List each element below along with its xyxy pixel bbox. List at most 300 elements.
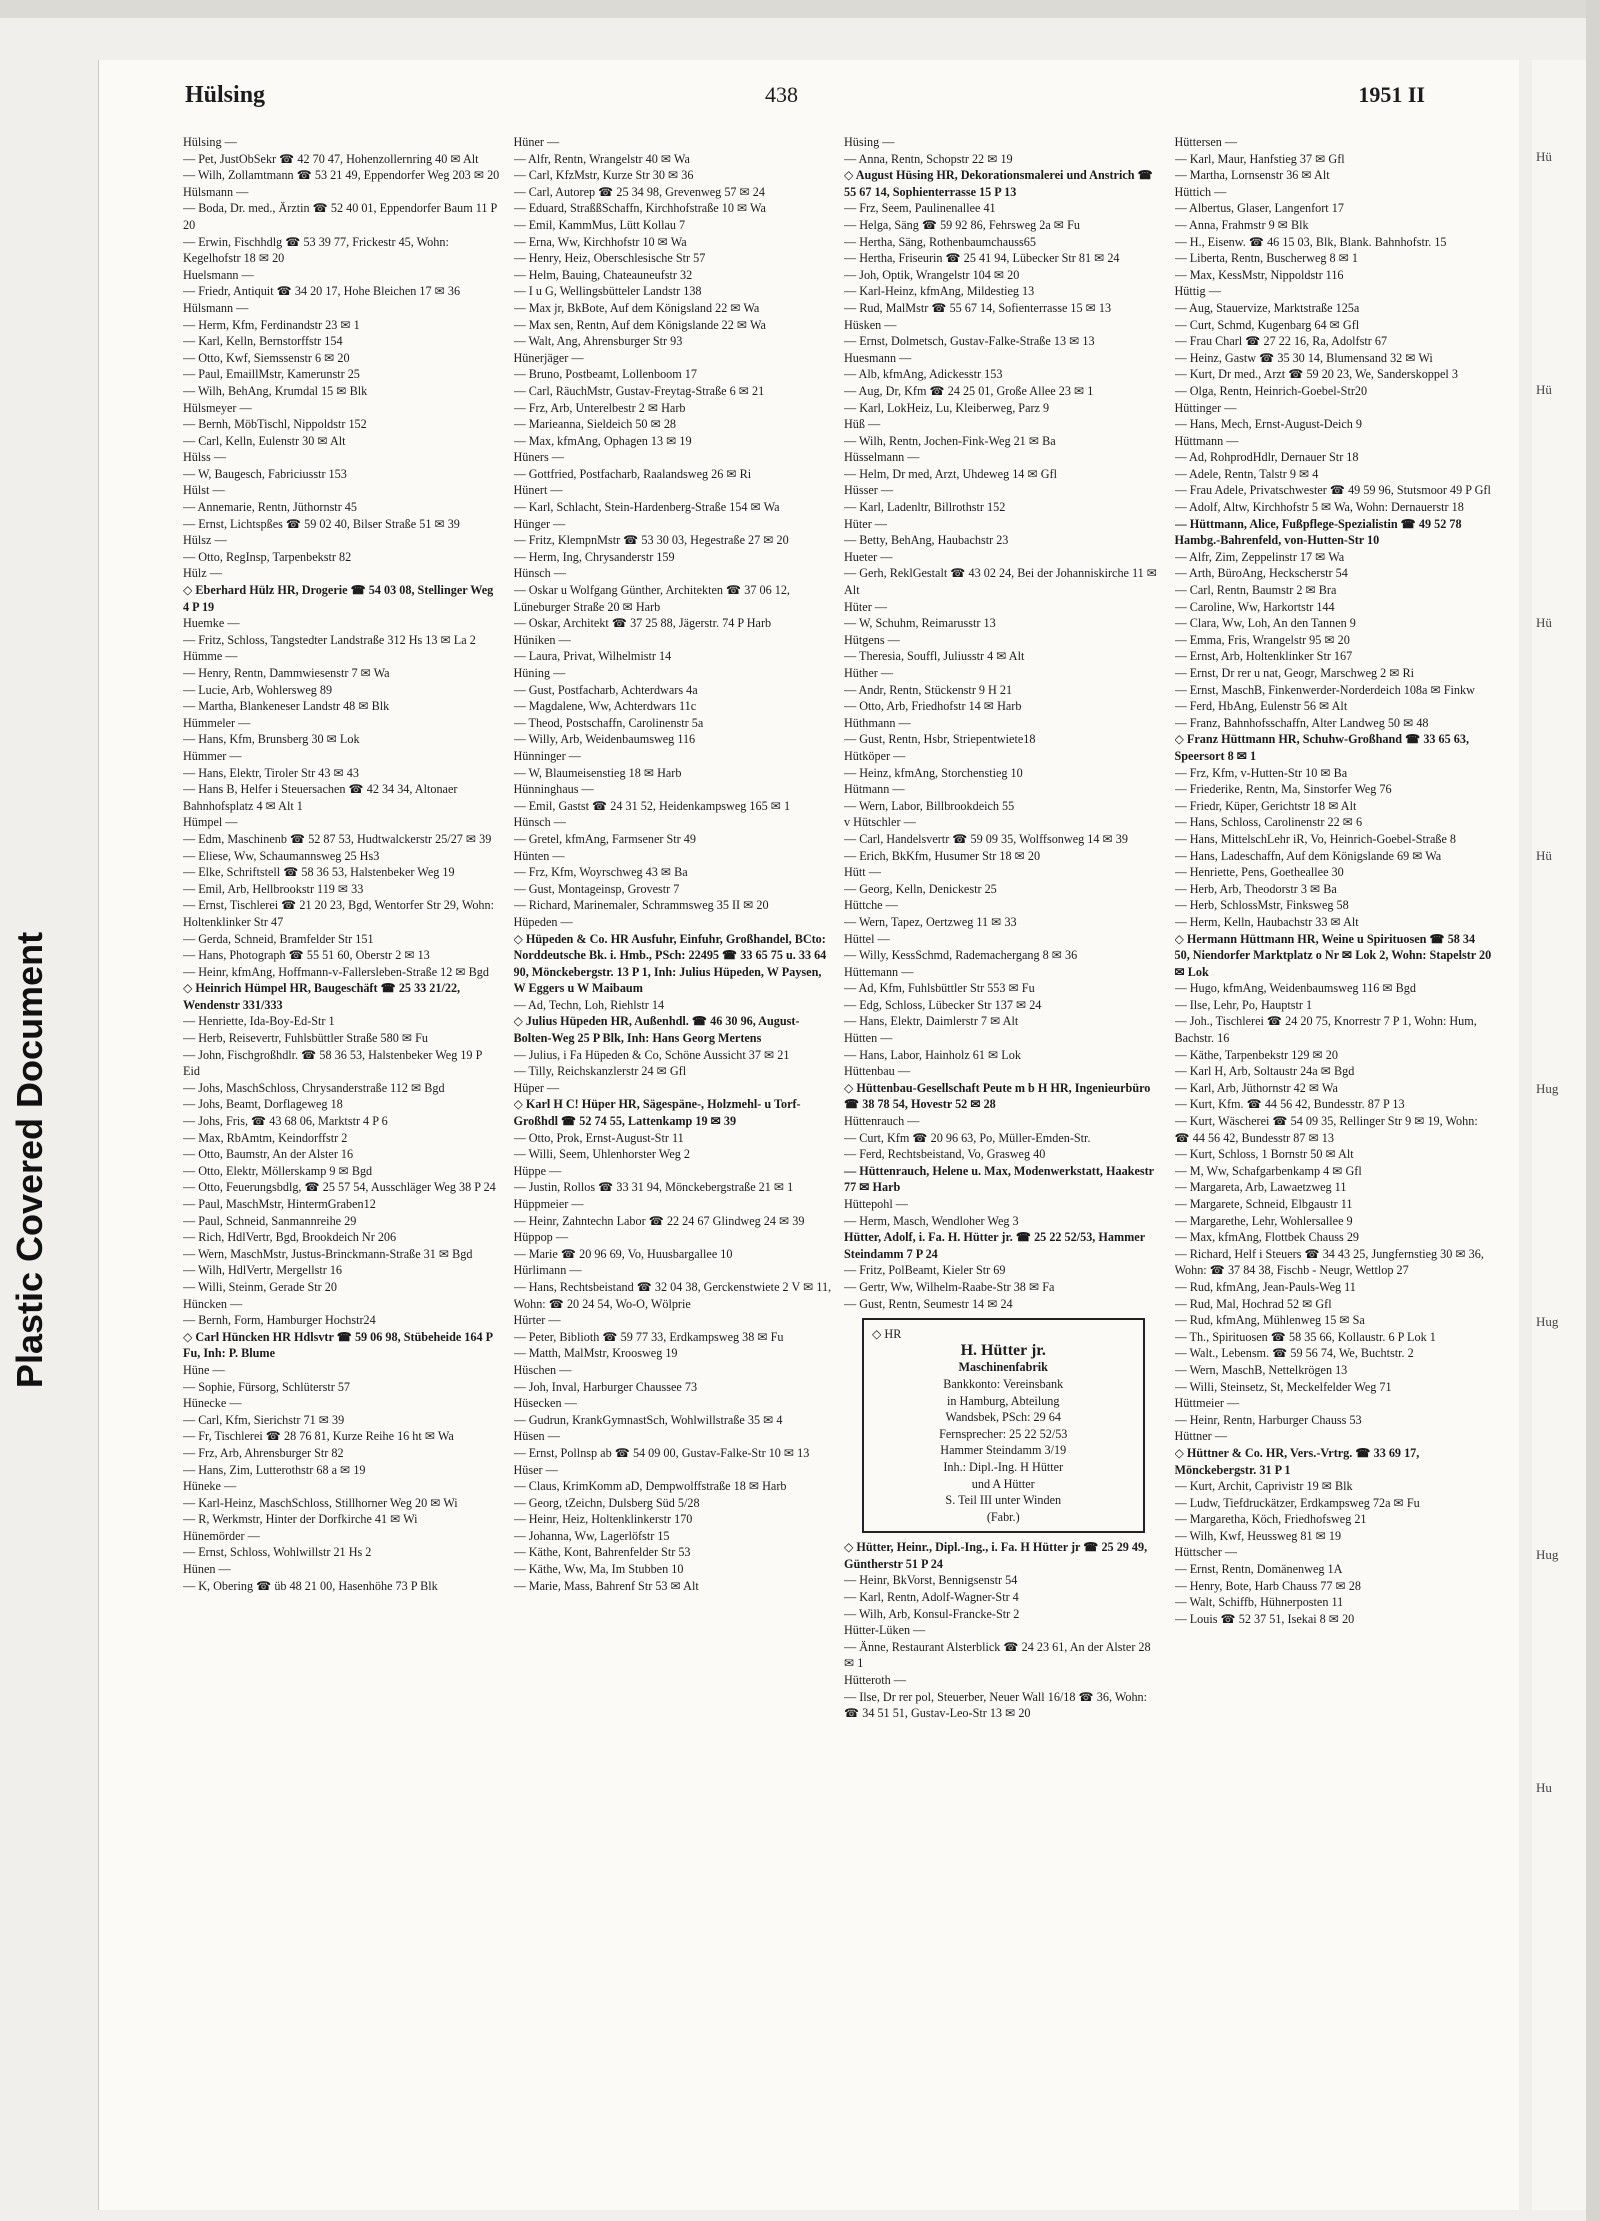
plastic-cover-text: Plastic Covered Document [9,931,51,1389]
directory-entry: — Gust, Rentn, Hsbr, Striepentwiete18 [844,732,1036,747]
directory-entry: — Olga, Rentn, Heinrich-Goebel-Str20 [1174,383,1368,398]
directory-entry: — Clara, Ww, Loh, An den Tannen 9 [1174,616,1356,631]
directory-entry: — Karl-Heinz, kfmAng, Mildestieg 13 [844,284,1035,299]
directory-entry: — Andr, Rentn, Stückenstr 9 H 21 [844,682,1013,697]
directory-entry: — Caroline, Ww, Harkortstr 144 [1174,599,1335,614]
directory-entry: Hütter-Lüken — [844,1623,926,1638]
ad-line: Hammer Steindamm 3/19 [940,1443,1067,1458]
scan-edge-top [0,0,1600,18]
directory-entry: — Marie ☎ 20 96 69, Vo, Huusbargallee 10 [513,1246,733,1261]
directory-entry: — Joh, Optik, Wrangelstr 104 ✉ 20 [844,267,1020,282]
directory-entry: — Johanna, Ww, Lagerlöfstr 15 [513,1528,670,1543]
directory-entry: ◇ Carl Hüncken HR Hdlsvtr ☎ 59 06 98, Stübeheide 164 P Fu, Inh: P. Blume [183,1329,493,1361]
directory-entry: — Karl, LokHeiz, Lu, Kleiberweg, Parz 9 [844,400,1050,415]
directory-entry: — Emma, Fris, Wrangelstr 95 ✉ 20 [1174,632,1350,647]
directory-entry: — Wern, MaschB, Nettelkrögen 13 [1174,1362,1348,1377]
directory-entry: Hüttemann — [844,964,914,979]
directory-entry: — Heinr, Rentn, Harburger Chauss 53 [1174,1412,1362,1427]
directory-entry: — Käthe, Ww, Ma, Im Stubben 10 [513,1562,684,1577]
ad-line: in Hamburg, Abteilung [946,1393,1060,1408]
directory-entry: — Fritz, PolBeamt, Kieler Str 69 [844,1263,1006,1278]
directory-entry: Hüttich — [1174,184,1227,199]
directory-entry: — H., Eisenw. ☎ 46 15 03, Blk, Blank. Bahnhofstr. 15 [1174,234,1447,249]
directory-entry: — Friedr, Küper, Gerichtstr 18 ✉ Alt [1174,798,1357,813]
directory-entry: — Hüttenrauch, Helene u. Max, Modenwerkstatt, Haakestr 77 ✉ Harb [844,1163,1154,1195]
directory-entry: — Wilh, HdlVertr, Mergellstr 16 [183,1263,343,1278]
directory-entry: — Ernst, MaschB, Finkenwerder-Norderdeich 108a ✉ Finkw [1174,682,1475,697]
directory-entry: Hülsmann — [183,300,249,315]
directory-entry: — Hans, Ladeschaffn, Auf dem Königslande 69 ✉ Wa [1174,848,1442,863]
directory-entry: — Hugo, kfmAng, Weidenbaumsweg 116 ✉ Bgd [1174,981,1416,996]
directory-entry: — Heinr, Heiz, Holtenklinkerstr 170 [513,1512,693,1527]
directory-entry: Hüttinger — [1174,400,1237,415]
directory-entry: — Otto, Elektr, Möllerskamp 9 ✉ Bgd [183,1163,373,1178]
directory-entry: — Alfr, Zim, Zeppelinstr 17 ✉ Wa [1174,549,1345,564]
directory-entry: — Max, kfmAng, Flottbek Chauss 29 [1174,1230,1360,1245]
directory-entry: Hümme — [183,649,238,664]
directory-entry: — Frau Adele, Privatschwester ☎ 49 59 96, Stutsmoor 49 P Gfl [1174,483,1491,498]
directory-entry: — Heinr, BkVorst, Bennigsenstr 54 [844,1573,1018,1588]
next-page-fragment: Hu [1536,1780,1552,1795]
directory-entry: — Justin, Rollos ☎ 33 31 94, Mönckebergstraße 21 ✉ 1 [513,1180,794,1195]
directory-entry: — Curt, Schmd, Kugenbarg 64 ✉ Gfl [1174,317,1360,332]
plastic-cover-label [6,880,54,1440]
directory-entry: — Paul, MaschMstr, HintermGraben12 [183,1197,376,1211]
directory-entry: — Herb, Arb, Theodorstr 3 ✉ Ba [1174,881,1337,896]
directory-entry: — Frz, Kfm, Woyrschweg 43 ✉ Ba [513,865,688,880]
directory-entry: — Ferd, HbAng, Eulenstr 56 ✉ Alt [1174,699,1348,714]
directory-entry: — Magdalene, Ww, Achterdwars 11c [513,699,697,714]
directory-entry: — Willi, Steinm, Gerade Str 20 [183,1279,337,1294]
column-2 [514,134,833,2194]
directory-entry: Hüttersen — [1174,135,1238,149]
directory-entry: — Bruno, Postbeamt, Lollenboom 17 [513,367,697,382]
directory-entry: — Matth, MalMstr, Kroosweg 19 [513,1346,678,1361]
directory-entry: — Rud, Mal, Hochrad 52 ✉ Gfl [1174,1296,1332,1311]
directory-entry: Huelsmann — [183,267,254,282]
directory-entry: — Karl, Maur, Hanfstieg 37 ✉ Gfl [1174,151,1345,166]
directory-entry: Hünninghaus — [513,782,594,797]
directory-entry: — Rud, kfmAng, Mühlenweg 15 ✉ Sa [1174,1313,1365,1328]
directory-entry: — Hans B, Helfer i Steuersachen ☎ 42 34 34, Altonaer Bahnhofsplatz 4 ✉ Alt 1 [183,782,458,813]
page-header [185,82,1425,122]
directory-entry: — Gretel, kfmAng, Farmsener Str 49 [513,831,696,846]
directory-entry: — Ernst, Tischlerei ☎ 21 20 23, Bgd, Wentorfer Str 29, Wohn: Holtenklinker Str 47 [183,898,495,929]
directory-entry: — Oskar u Wolfgang Günther, Architekten ☎ 37 06 12, Lüneburger Straße 20 ✉ Harb [513,583,790,614]
directory-entry: — Frz, Kfm, v-Hutten-Str 10 ✉ Ba [1174,765,1348,780]
directory-entry: — Henry, Rentn, Dammwiesenstr 7 ✉ Wa [183,666,390,680]
directory-entry: — Willi, Steinsetz, St, Meckelfelder Weg 71 [1174,1379,1392,1394]
directory-entry: — Paul, EmaillMstr, Kamerunstr 25 [183,367,360,382]
directory-entry: Hueter — [844,549,893,564]
directory-entry: — Helga, Säng ☎ 59 92 86, Fehrsweg 2a ✉ Fu [844,217,1080,232]
directory-entry: Hünsch — [513,815,566,830]
directory-entry: — Sophie, Fürsorg, Schlüterstr 57 [183,1379,351,1394]
directory-entry: Hüter — [844,599,887,614]
directory-entry: — Karl, Rentn, Adolf-Wagner-Str 4 [844,1590,1019,1605]
directory-entry: — Annemarie, Rentn, Jüthornstr 45 [183,500,357,515]
directory-entry: — Ad, Kfm, Fuhlsbüttler Str 553 ✉ Fu [844,981,1035,996]
directory-entry: — Joh., Tischlerei ☎ 24 20 75, Knorrestr 7 P 1, Wohn: Hum, Bachstr. 16 [1174,1014,1477,1046]
directory-entry: Hütgens — [844,632,900,647]
column-3 [844,134,1163,2194]
directory-entry: — Boda, Dr. med., Ärztin ☎ 52 40 01, Eppendorfer Baum 11 P 20 [183,201,497,232]
directory-entry: Hüner — [513,135,560,149]
directory-entry: — Peter, Biblioth ☎ 59 77 33, Erdkampsweg 38 ✉ Fu [513,1329,784,1344]
directory-entry: — Albertus, Glaser, Langenfort 17 [1174,201,1344,216]
column-4 [1175,134,1494,2194]
directory-entry: Hüttig — [1174,284,1221,299]
directory-entry: — Frz, Arb, Unterelbestr 2 ✉ Harb [513,400,686,415]
directory-entry: — Karl, Arb, Jüthornstr 42 ✉ Wa [1174,1080,1338,1095]
directory-entry: — Carl, Rentn, Baumstr 2 ✉ Bra [1174,583,1337,598]
directory-entry: — Rich, HdlVertr, Bgd, Brookdeich Nr 206 [183,1230,397,1245]
directory-entry: — Otto, Prok, Ernst-August-Str 11 [513,1130,684,1145]
directory-entry: — Alb, kfmAng, Adickesstr 153 [844,367,1003,382]
directory-entry: — Johs, Beamt, Dorflageweg 18 [183,1097,343,1112]
directory-entry: — Gust, Rentn, Seumestr 14 ✉ 24 [844,1296,1013,1311]
directory-entry: — Claus, KrimKomm aD, Dempwolffstraße 18 ✉ Harb [513,1479,787,1494]
directory-entry: ◇ Eberhard Hülz HR, Drogerie ☎ 54 03 08, Stellinger Weg 4 P 19 [183,583,494,614]
directory-entry: — Hans, Schloss, Carolinenstr 22 ✉ 6 [1174,815,1363,830]
directory-entry: Hürlimann — [513,1263,582,1278]
directory-entry: Hünger — [513,516,566,531]
directory-entry: Hünten — [513,848,565,863]
directory-entry: Hütteroth — [844,1673,906,1688]
directory-entry: Hülst — [183,483,225,498]
directory-entry: — Hans, Photograph ☎ 55 51 60, Oberstr 2 ✉ 13 [183,948,430,963]
directory-entry: — Ernst, Dr rer u nat, Geogr, Marschweg 2 ✉ Ri [1174,666,1415,680]
directory-entry: — Richard, Marinemaler, Schrammsweg 35 II ✉ 20 [513,898,769,913]
directory-entry: — Georg, Kelln, Denickestr 25 [844,881,997,896]
directory-entry: — Ad, RohprodHdlr, Dernauer Str 18 [1174,450,1359,465]
directory-entry: — Heinz, kfmAng, Storchenstieg 10 [844,765,1023,780]
directory-entry: Hüper — [513,1080,560,1095]
directory-entry: — Henriette, Pens, Goetheallee 30 [1174,865,1344,880]
directory-entry: — Herm, Masch, Wendloher Weg 3 [844,1213,1019,1228]
directory-entry: — Kurt, Archit, Caprivistr 19 ✉ Blk [1174,1479,1353,1494]
directory-entry: — Änne, Restaurant Alsterblick ☎ 24 23 61, An der Alster 28 ✉ 1 [844,1639,1151,1671]
directory-entry: Hüttenbau — [844,1064,911,1079]
ad-line: und A Hütter [971,1476,1035,1491]
next-page-fragment: Hü [1536,615,1552,630]
ad-title: H. Hütter jr. [960,1341,1046,1359]
directory-entry: — Georg, tZeichn, Dulsberg Süd 5/28 [513,1495,700,1510]
directory-entry: — John, Fischgroßhdlr. ☎ 58 36 53, Halstenbeker Weg 19 P Eid [183,1047,482,1079]
directory-entry: — Eduard, StraßßSchaffn, Kirchhofstraße 10 ✉ Wa [513,201,766,216]
directory-entry: — Herm, Kfm, Ferdinandstr 23 ✉ 1 [183,317,360,332]
directory-entry: Hüniken — [513,632,571,647]
directory-entry: — Hans, Elektr, Tiroler Str 43 ✉ 43 [183,765,359,780]
directory-entry: — Hüttmann, Alice, Fußpflege-Spezialistin ☎ 49 52 78 Hambg.-Bahrenfeld, von-Hutten-Str 10 [1174,516,1462,548]
directory-entry: — Kurt, Schloss, 1 Bornstr 50 ✉ Alt [1174,1147,1354,1162]
directory-entry: — Margarete, Schneid, Elbgaustr 11 [1174,1197,1353,1211]
page-number: 438 [765,82,798,107]
directory-entry: — Elke, Schriftstell ☎ 58 36 53, Halstenbeker Weg 19 [183,865,455,880]
directory-entry: Hüning — [513,666,566,680]
directory-entry: — Helm, Dr med, Arzt, Uhdeweg 14 ✉ Gfl [844,466,1057,481]
directory-entry: — Franz, Bahnhofsschaffn, Alter Landweg 50 ✉ 48 [1174,715,1429,730]
directory-entry: — Karl-Heinz, MaschSchloss, Stillhorner Weg 20 ✉ Wi [183,1495,458,1510]
directory-entry: ◇ Hüttenbau-Gesellschaft Peute m b H HR, Ingenieurbüro ☎ 38 78 54, Hovestr 52 ✉ 28 [844,1080,1151,1112]
directory-entry: Huesmann — [844,350,912,365]
directory-entry: — Emil, Gastst ☎ 24 31 52, Heidenkampsweg 165 ✉ 1 [513,798,791,813]
directory-entry: ◇ Hüttner & Co. HR, Vers.-Vrtrg. ☎ 33 69 17, Mönckebergstr. 31 P 1 [1174,1445,1420,1477]
directory-entry: — Heinr, Zahntechn Labor ☎ 22 24 67 Glindweg 24 ✉ 39 [513,1213,805,1228]
directory-entry: — Tilly, Reichskanzlerstr 24 ✉ Gfl [513,1064,687,1079]
directory-page [98,60,1519,2210]
directory-entry: — Henry, Bote, Harb Chauss 77 ✉ 28 [1174,1578,1361,1593]
directory-entry: — Hans, MittelschLehr iR, Vo, Heinrich-Goebel-Straße 8 [1174,831,1456,846]
directory-entry: ◇ Julius Hüpeden HR, Außenhdl. ☎ 46 30 96, August-Bolten-Weg 25 P Blk, Inh: Hans Georg Mertens [513,1014,800,1046]
directory-entry: Hüners — [513,450,564,465]
directory-entry: — Hans, Labor, Hainholz 61 ✉ Lok [844,1047,1021,1062]
directory-entry: — Otto, Feuerungsbdlg, ☎ 25 57 54, Ausschläger Weg 38 P 24 [183,1180,496,1195]
directory-entry: Hüncken — [183,1296,243,1311]
directory-entry: Hütköper — [844,748,906,763]
directory-columns [183,134,1493,2194]
directory-entry: — W, Baugesch, Fabriciusstr 153 [183,466,347,481]
directory-entry: — Wern, Labor, Billbrookdeich 55 [844,798,1015,813]
directory-entry: — Heinr, kfmAng, Hoffmann-v-Fallersleben-Straße 12 ✉ Bgd [183,964,489,979]
directory-entry: — Kurt, Dr med., Arzt ☎ 59 20 23, We, Sanderskoppel 3 [1174,367,1458,382]
directory-entry: — Gudrun, KrankGymnastSch, Wohlwillstraße 35 ✉ 4 [513,1412,783,1427]
directory-entry: — Ernst, Arb, Holtenklinker Str 167 [1174,649,1353,664]
directory-entry: — Frz, Arb, Ahrensburger Str 82 [183,1445,344,1460]
directory-entry: — Erich, BkKfm, Husumer Str 18 ✉ 20 [844,848,1041,863]
directory-entry: — Johs, MaschSchloss, Chrysanderstraße 112 ✉ Bgd [183,1080,445,1095]
ad-line: Inh.: Dipl.-Ing. H Hütter [943,1459,1064,1474]
next-page-strip [1532,60,1586,2210]
directory-entry: Hüpeden — [513,914,573,929]
next-page-fragment: Hug [1536,1547,1559,1562]
directory-entry: — Wilh, Rentn, Jochen-Fink-Weg 21 ✉ Ba [844,433,1056,448]
directory-entry: Hüttmeier — [1174,1396,1240,1411]
directory-entry: — Hans, Mech, Ernst-August-Deich 9 [1174,417,1363,432]
ad-line: Wandsbek, PSch: 29 64 [945,1410,1061,1425]
directory-entry: Hürter — [513,1313,561,1328]
directory-entry: — Gottfried, Postfacharb, Raalandsweg 26 ✉ Ri [513,466,752,481]
directory-entry: — Herm, Kelln, Haubachstr 33 ✉ Alt [1174,914,1359,929]
directory-entry: — Liberta, Rentn, Buscherweg 8 ✉ 1 [1174,251,1359,266]
directory-entry: Hüttche — [844,898,898,913]
directory-entry: — Laura, Privat, Wilhelmistr 14 [513,649,672,664]
directory-entry: — Herb, Reisevertr, Fuhlsbüttler Straße 580 ✉ Fu [183,1031,428,1046]
directory-entry: Hüsselmann — [844,450,920,465]
directory-entry: — Henry, Heiz, Oberschlesische Str 57 [513,251,706,266]
directory-entry: — Julius, i Fa Hüpeden & Co, Schöne Aussicht 37 ✉ 21 [513,1047,790,1062]
directory-entry: — Willi, Seem, Uhlenhorster Weg 2 [513,1147,690,1162]
directory-entry: — Frz, Seem, Paulinenallee 41 [844,201,996,216]
directory-entry: — Edm, Maschinenb ☎ 52 87 53, Hudtwalckerstr 25/27 ✉ 39 [183,831,492,846]
directory-entry: Hüttscher — [1174,1545,1238,1560]
directory-entry: — Anna, Rentn, Schopstr 22 ✉ 19 [844,151,1013,166]
directory-entry: Hünemörder — [183,1528,260,1543]
directory-entry: — Gust, Postfacharb, Achterdwars 4a [513,682,698,697]
directory-entry: — Otto, Arb, Friedhofstr 14 ✉ Harb [844,699,1022,714]
directory-entry: — Walt., Lebensm. ☎ 59 56 74, We, Buchtstr. 2 [1174,1346,1414,1361]
directory-entry: — Hans, Rechtsbeistand ☎ 32 04 38, Gerckenstwiete 2 V ✉ 11, Wohn: ☎ 20 24 54, Wo-O, Wölprie [513,1279,832,1311]
directory-entry: — Gerda, Schneid, Bramfelder Str 151 [183,931,374,946]
directory-entry: — Paul, Schneid, Sanmannreihe 29 [183,1213,357,1228]
directory-entry: — M, Ww, Schafgarbenkamp 4 ✉ Gfl [1174,1163,1362,1178]
directory-entry: — Th., Spirituosen ☎ 58 35 66, Kollaustr. 6 P Lok 1 [1174,1329,1436,1344]
directory-entry: — Gerh, ReklGestalt ☎ 43 02 24, Bei der Johanniskirche 11 ✉ Alt [844,566,1157,598]
directory-entry: — Curt, Kfm ☎ 20 96 63, Po, Müller-Emden-Str. [844,1130,1091,1145]
next-page-fragment: Hü [1536,149,1552,164]
directory-entry: ◇ Hüpeden & Co. HR Ausfuhr, Einfuhr, Großhandel, BCto: Norddeutsche Bk. i. Hmb., PSch: 22495 ☎ 33 65 75 u. 33 64 90, Mönckebergstr. 13 P 1, Inh: Julius Hüpeden, W Paysen, W Eggers u W Maibaum [513,931,827,996]
directory-entry: — Oskar, Architekt ☎ 37 25 88, Jägerstr. 74 P Harb [513,616,772,631]
directory-entry: — Erna, Ww, Kirchhofstr 10 ✉ Wa [513,234,687,249]
ad-line: Bankkonto: Vereinsbank [943,1376,1064,1391]
directory-entry: Hülsing — [183,135,237,149]
directory-entry: — Hans, Kfm, Brunsberg 30 ✉ Lok [183,732,360,747]
directory-entry: — Fritz, Schloss, Tangstedter Landstraße 312 Hs 13 ✉ La 2 [183,632,476,647]
directory-entry: Hüttner — [1174,1429,1227,1444]
ad-subtitle: Maschinenfabrik [958,1360,1048,1375]
directory-entry: — Louis ☎ 52 37 51, Isekai 8 ✉ 20 [1174,1611,1355,1626]
directory-entry: Hüsing — [844,135,895,149]
directory-entry: — Herm, Ing, Chrysanderstr 159 [513,549,675,564]
directory-entry: — Kurt, Kfm. ☎ 44 56 42, Bundesstr. 87 P 13 [1174,1097,1405,1112]
directory-entry: Hümmer — [183,748,242,763]
directory-entry: — K, Obering ☎ üb 48 21 00, Hasenhöhe 73 P Blk [183,1578,438,1593]
ad-marker: ◇ HR [872,1327,902,1342]
directory-entry: Hüttmann — [1174,433,1239,448]
directory-entry: — Emil, KammMus, Lütt Kollau 7 [513,217,686,232]
directory-entry: — Hans, Zim, Lutterothstr 68 a ✉ 19 [183,1462,366,1477]
directory-entry: — Emil, Arb, Hellbrookstr 119 ✉ 33 [183,881,364,896]
ad-line: Fernsprecher: 25 22 52/53 [939,1426,1068,1441]
directory-entry: — Joh, Inval, Harburger Chaussee 73 [513,1379,698,1394]
next-page-fragment: Hü [1536,848,1552,863]
directory-entry: — Henriette, Ida-Boy-Ed-Str 1 [183,1014,335,1029]
directory-entry: Hümmeler — [183,715,251,730]
directory-entry: Hünsch — [513,566,566,581]
directory-entry: — Theod, Postschaffn, Carolinenstr 5a [513,715,704,730]
directory-entry: — Alfr, Rentn, Wrangelstr 40 ✉ Wa [513,151,690,166]
directory-entry: Hülsmann — [183,184,249,199]
directory-entry: — Ernst, Schloss, Wohlwillstr 21 Hs 2 [183,1545,372,1560]
directory-entry: — Wern, Tapez, Oertzweg 11 ✉ 33 [844,914,1017,929]
directory-entry: — Wern, MaschMstr, Justus-Brinckmann-Straße 31 ✉ Bgd [183,1246,473,1261]
directory-entry: — Carl, KfzMstr, Kurze Str 30 ✉ 36 [513,168,694,183]
directory-entry: Hüthmann — [844,715,911,730]
directory-entry: — Heinz, Gastw ☎ 35 30 14, Blumensand 32 ✉ Wi [1174,350,1433,365]
directory-entry: Hüß — [844,417,881,432]
directory-entry: — Richard, Helf i Steuers ☎ 34 43 25, Jungfernstieg 30 ✉ 36, Wohn: ☎ 37 84 38, Fischb - Neugr, Wettlop 27 [1174,1246,1484,1278]
directory-entry: — Max, RbAmtm, Keindorffstr 2 [183,1130,348,1145]
directory-entry: — Karl H, Arb, Soltaustr 24a ✉ Bgd [1174,1064,1355,1079]
directory-entry: Hülz — [183,566,222,581]
directory-entry: — Gust, Montageinsp, Grovestr 7 [513,881,680,896]
next-page-fragment: Hug [1536,1081,1559,1096]
directory-entry: — Marieanna, Sieldeich 50 ✉ 28 [513,417,677,432]
directory-entry: ◇ Franz Hüttmann HR, Schuhw-Großhand ☎ 33 65 63, Speersort 8 ✉ 1 [1174,732,1470,763]
directory-entry: ◇ August Hüsing HR, Dekorationsmalerei und Anstrich ☎ 55 67 14, Sophienterrasse 15 P 13 [844,168,1153,199]
directory-entry: — Wilh, Arb, Konsul-Francke-Str 2 [844,1606,1020,1621]
directory-entry: — Arth, BüroAng, Heckscherstr 54 [1174,566,1348,581]
directory-entry: — Eliese, Ww, Schaumannsweg 25 Hs3 [183,848,380,863]
directory-entry: Hüsser — [844,483,894,498]
directory-entry: — Friederike, Rentn, Ma, Sinstorfer Weg 76 [1174,782,1392,797]
directory-entry: — Ernst, Dolmetsch, Gustav-Falke-Straße 13 ✉ 13 [844,334,1095,349]
directory-entry: — Margarethe, Lehr, Wohlersallee 9 [1174,1213,1353,1228]
directory-entry: Hüschen — [513,1362,572,1377]
directory-entry: — Max sen, Rentn, Auf dem Königslande 22 ✉ Wa [513,317,766,332]
directory-entry: Hüppe — [513,1163,562,1178]
directory-entry: Hütter, Adolf, i. Fa. H. Hütter jr. ☎ 25 22 52/53, Hammer Steindamm 7 P 24 [844,1230,1145,1261]
directory-entry: — Martha, Lornsenstr 36 ✉ Alt [1174,168,1330,183]
directory-entry: — Otto, Baumstr, An der Alster 16 [183,1147,354,1162]
directory-entry: — Ernst, Rentn, Domänenweg 1A [1174,1562,1343,1577]
directory-entry: Hüne — [183,1362,225,1377]
column-1 [183,134,502,2194]
directory-entry: — Karl, Schlacht, Stein-Hardenberg-Straße 154 ✉ Wa [513,500,780,515]
directory-entry: Hüttepohl — [844,1197,908,1211]
directory-entry: — Aug, Dr, Kfm ☎ 24 25 01, Große Allee 23 ✉ 1 [844,383,1094,398]
directory-entry: — Ferd, Rechtsbeistand, Vo, Grasweg 40 [844,1147,1046,1162]
directory-entry: — Max, KessMstr, Nippoldstr 116 [1174,267,1344,282]
directory-entry: — Max, kfmAng, Ophagen 13 ✉ 19 [513,433,692,448]
directory-entry: — Max jr, BkBote, Auf dem Königsland 22 ✉ Wa [513,300,760,315]
directory-entry: — Käthe, Tarpenbekstr 129 ✉ 20 [1174,1047,1338,1062]
directory-entry: — Kurt, Wäscherei ☎ 54 09 35, Rellinger Str 9 ✉ 19, Wohn: ☎ 44 56 42, Bundesstr 87 ✉ 13 [1174,1114,1478,1145]
directory-entry: Hüppmeier — [513,1197,584,1211]
directory-entry: ◇ Karl H C! Hüper HR, Sägespäne-, Holzmehl- u Torf-Großhdl ☎ 52 74 55, Lattenkamp 19 ✉ 39 [513,1097,801,1129]
directory-entry: — Ernst, Lichtspßes ☎ 59 02 40, Bilser Straße 51 ✉ 39 [183,516,460,531]
directory-entry: Hünerjäger — [513,350,584,365]
directory-entry: — Walt, Ang, Ahrensburger Str 93 [513,334,683,349]
advertisement-box [862,1318,1145,1533]
directory-entry: ◇ Hütter, Heinr., Dipl.-Ing., i. Fa. H Hütter jr ☎ 25 29 49, Güntherstr 51 P 24 [844,1540,1148,1571]
directory-entry: Hütten — [844,1031,893,1046]
directory-entry: — Otto, Kwf, Siemssenstr 6 ✉ 20 [183,350,350,365]
next-page-fragment: Hug [1536,1314,1559,1329]
directory-entry: — Karl, Ladenltr, Billrothstr 152 [844,500,1006,515]
directory-entry: — Edg, Schloss, Lübecker Str 137 ✉ 24 [844,997,1042,1012]
directory-entry: — Bernh, Form, Hamburger Hochstr24 [183,1313,376,1328]
directory-entry: — Helm, Bauing, Chateauneufstr 32 [513,267,693,282]
directory-entry: Hüser — [513,1462,558,1477]
directory-entry: — Fr, Tischlerei ☎ 28 76 81, Kurze Reihe 16 ht ✉ Wa [183,1429,454,1444]
directory-entry: — Ad, Techn, Loh, Riehlstr 14 [513,997,665,1012]
directory-entry: — Herb, SchlossMstr, Finksweg 58 [1174,898,1349,913]
directory-entry: — Willy, Arb, Weidenbaumsweg 116 [513,732,696,747]
directory-entry: Hüter — [844,516,887,531]
directory-entry: — W, Blaumeisenstieg 18 ✉ Harb [513,765,682,780]
directory-entry: Hüsecken — [513,1396,577,1411]
directory-entry: — Anna, Frahmstr 9 ✉ Blk [1174,217,1309,232]
directory-entry: — Hans, Elektr, Daimlerstr 7 ✉ Alt [844,1014,1019,1029]
directory-entry: Hüneke — [183,1479,237,1494]
directory-entry: Hüsen — [513,1429,560,1444]
directory-entry: Hüttenrauch — [844,1114,920,1129]
directory-entry: Hüther — [844,666,894,680]
directory-entry: Hümpel — [183,815,238,830]
directory-entry: Hülsz — [183,533,227,548]
directory-entry: — Wilh, Zollamtmann ☎ 53 21 49, Eppendorfer Weg 203 ✉ 20 [183,168,500,183]
directory-entry: Hüsken — [844,317,897,332]
directory-entry: Hülss — [183,450,227,465]
scan-edge-right [1586,0,1600,2221]
directory-entry: ◇ Hermann Hüttmann HR, Weine u Spirituosen ☎ 58 34 50, Niendorfer Marktplatz o Nr ✉ Lok 2, Wohn: Stapelstr 20 ✉ Lok [1174,931,1492,979]
directory-entry: — Margareta, Arb, Lawaetzweg 11 [1174,1180,1347,1195]
directory-entry: — Ernst, Pollnsp ab ☎ 54 09 00, Gustav-Falke-Str 10 ✉ 13 [513,1445,810,1460]
ad-line: S. Teil III unter Winden [945,1493,1062,1508]
directory-entry: Hünecke — [183,1396,242,1411]
directory-entry: — Käthe, Kont, Bahrenfelder Str 53 [513,1545,691,1560]
